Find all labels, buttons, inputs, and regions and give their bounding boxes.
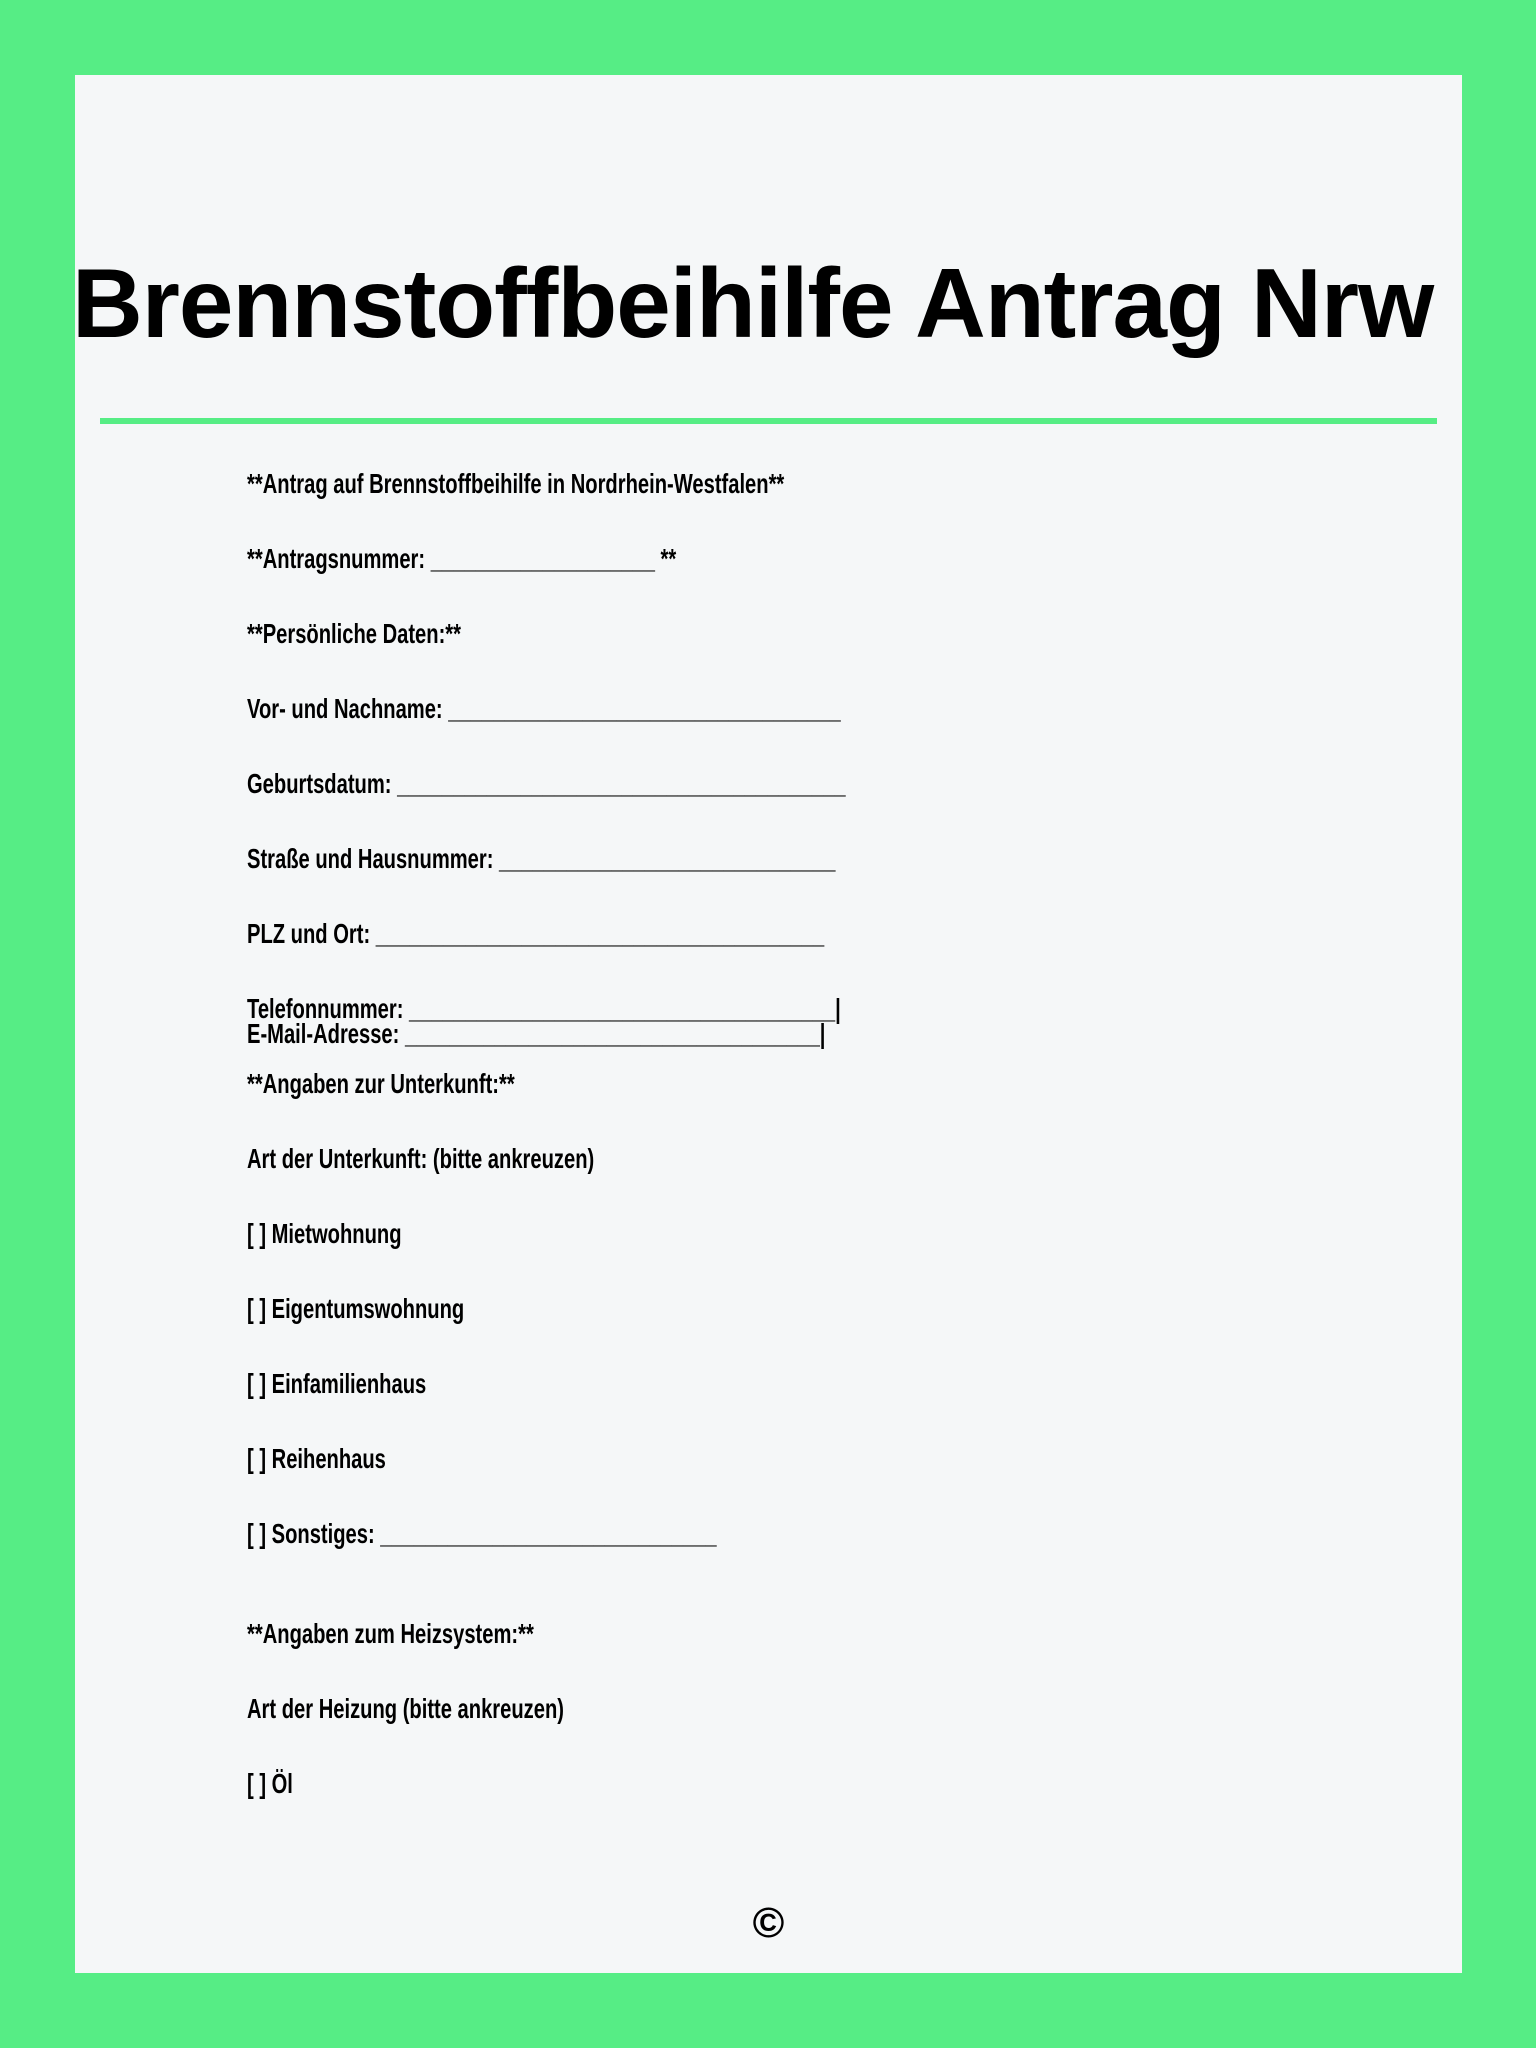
form-line: [ ] Eigentumswohnung — [247, 1293, 465, 1324]
blank-line — [247, 1746, 1039, 1771]
blank-line — [247, 796, 1039, 821]
blank-line — [247, 646, 1039, 671]
blank-line — [247, 1396, 1039, 1421]
title-divider — [100, 418, 1437, 424]
form-line: Art der Unterkunft: (bitte ankreuzen) — [247, 1143, 595, 1174]
form-line: **Angaben zum Heizsystem:** — [247, 1618, 534, 1649]
form-line: Geburtsdatum: ________________________________________ — [247, 768, 846, 799]
form-line: Telefonnummer: ______________________________________| — [247, 993, 841, 1024]
form-line: **Angaben zur Unterkunft:** — [247, 1068, 515, 1099]
form-line: Art der Heizung (bitte ankreuzen) — [247, 1693, 564, 1724]
form-line: Vor- und Nachname: ___________________________________ — [247, 693, 841, 724]
blank-line — [247, 1646, 1039, 1671]
form-line: [ ] Mietwohnung — [247, 1218, 402, 1249]
blank-line — [247, 1246, 1039, 1271]
form-line: **Antrag auf Brennstoffbeihilfe in Nordrhein-Westfalen** — [247, 468, 785, 499]
blank-line — [247, 1546, 1039, 1571]
blank-line — [247, 571, 1039, 596]
blank-line — [247, 1321, 1039, 1346]
form-line: [ ] Öl — [247, 1768, 293, 1799]
blank-line — [247, 1571, 1039, 1596]
blank-line — [247, 1096, 1039, 1121]
blank-line — [247, 871, 1039, 896]
form-line: PLZ und Ort: ________________________________________ — [247, 918, 825, 949]
blank-line — [247, 496, 1039, 521]
form-line: **Antragsnummer: ____________________ ** — [247, 543, 677, 574]
page-title: Brennstoffbeihilfe Antrag Nrw — [72, 248, 1434, 358]
form-line: **Persönliche Daten:** — [247, 618, 461, 649]
blank-line — [247, 1171, 1039, 1196]
copyright-symbol: © — [752, 1899, 785, 1947]
blank-line — [247, 946, 1039, 971]
form-line: [ ] Einfamilienhaus — [247, 1368, 427, 1399]
blank-line — [247, 1471, 1039, 1496]
form-line: E-Mail-Adresse: _____________________________________| — [247, 1018, 826, 1049]
form-body — [247, 468, 1347, 1799]
form-line: [ ] Sonstiges: ______________________________ — [247, 1518, 717, 1549]
form-line: [ ] Reihenhaus — [247, 1443, 386, 1474]
form-line: Straße und Hausnummer: ______________________________ — [247, 843, 836, 874]
blank-line — [247, 1721, 1039, 1746]
document-page — [72, 75, 1462, 1973]
blank-line — [247, 721, 1039, 746]
